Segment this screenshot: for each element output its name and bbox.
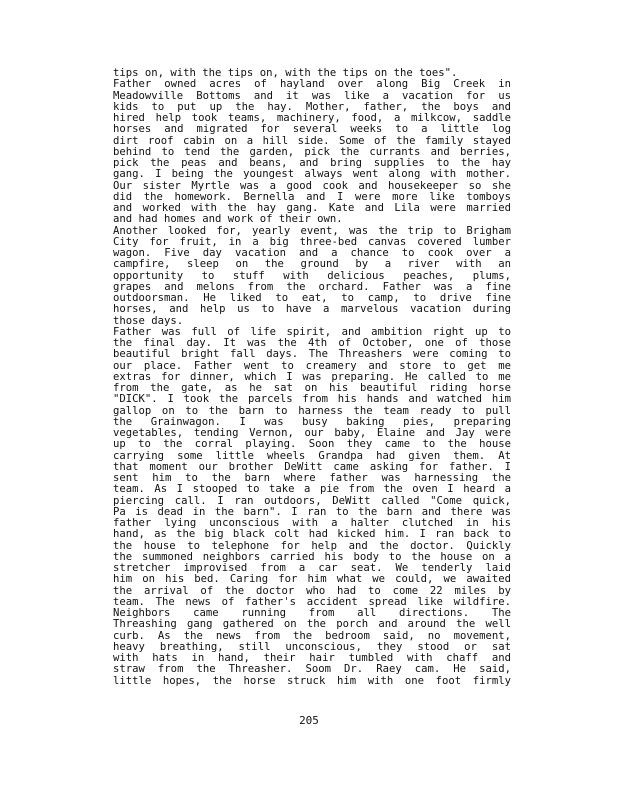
text-line: the Grainwagon. I was busy baking pies, preparing: [113, 416, 511, 428]
body-text: [113, 68, 511, 687]
text-line: "DICK". I took the parcels from his hands and watched him: [113, 394, 511, 406]
text-line: tips on, with the tips on, with the tips on the toes".: [113, 68, 458, 79]
text-line: our place. Father went to creamery and store to get me: [113, 360, 511, 372]
text-line: from the gate, as he sat on his beautiful riding horse: [113, 383, 511, 394]
text-line: the final day. It was the 4th of October, one of those: [113, 338, 511, 349]
text-line: Another looked for, yearly event, was the trip to Brigham: [113, 225, 511, 237]
text-line: heavy breathing, still unconscious, they stood or sat: [113, 641, 511, 653]
page-number: 205: [299, 714, 319, 727]
text-line: beautiful bright fall days. The Threashers were coming to: [113, 349, 511, 361]
text-line: team. The news of father's accident spread like wildfire.: [113, 596, 511, 608]
text-line: grapes and melons from the orchard. Father was a fine: [113, 281, 511, 293]
text-line: pick the peas and beans, and bring supplies to the hay: [113, 158, 511, 169]
text-line: Our sister Myrtle was a good cook and housekeeper so she: [113, 180, 511, 192]
text-line: him on his bed. Caring for him what we could, we awaited: [113, 574, 511, 586]
text-line: sent him to the barn where father was harnessing the: [113, 473, 511, 484]
text-line: dirt roof cabin on a hill side. Some of the family stayed: [113, 135, 511, 147]
text-line: gang. I being the youngest always went along with mother.: [113, 169, 511, 181]
text-line: the arrival of the doctor who had to come 22 miles by: [113, 585, 511, 597]
text-line: horses and migrated for several weeks to a little log: [113, 124, 511, 136]
text-line: outdoorsman. He liked to eat, to camp, to drive fine: [113, 293, 511, 304]
text-line: up to the corral playing. Soon they came to the house: [113, 439, 511, 451]
text-line: extras for dinner, which I was preparing. He called to me: [113, 371, 511, 383]
text-line: and had homes and work of their own.: [113, 214, 343, 226]
text-line: opportunity to stuff with delicious peaches, plums,: [113, 270, 511, 282]
text-line: those days.: [113, 315, 184, 327]
text-line: campfire, sleep on the ground by a river with an: [113, 259, 511, 271]
text-line: and worked with the hay gang. Kate and Lila were married: [113, 203, 511, 214]
text-line: Neighbors came running from all directions. The: [113, 608, 511, 619]
text-line: kids to put up the hay. Mother, father, the boys and: [113, 101, 511, 113]
text-line: City for fruit, in a big three-bed canvas covered lumber: [113, 236, 511, 248]
text-line: Threashing gang gathered on the porch and around the well: [113, 619, 511, 631]
text-line: curb. As the news from the bedroom said, no movement,: [113, 630, 511, 642]
text-line: little hopes, the horse struck him with one foot firmly: [113, 675, 511, 687]
text-line: carrying some little wheels Grandpa had given them. At: [113, 450, 511, 462]
text-line: horses, and help us to have a marvelous vacation during: [113, 304, 511, 316]
text-line: did the homework. Bernella and I were more like tomboys: [113, 191, 511, 203]
text-line: with hats in hand, their hair tumbled with chaff and: [113, 653, 511, 664]
text-line: hand, as the big black colt had kicked him. I ran back to: [113, 529, 511, 541]
text-line: stretcher improvised from a car seat. We tenderly laid: [113, 563, 511, 574]
text-line: Meadowville Bottoms and it was like a vacation for us: [113, 90, 511, 102]
text-line: Father was full of life spirit, and ambition right up to: [113, 326, 511, 338]
text-line: vegetables, tending Vernon, our baby, Elaine and Jay were: [113, 428, 511, 439]
text-line: behind to tend the garden, pick the currants and berries,: [113, 146, 511, 158]
text-line: hired help took teams, machinery, food, a milkcow, saddle: [113, 113, 511, 124]
text-line: that moment our brother DeWitt came asking for father. I: [113, 461, 511, 473]
text-line: the summoned neighbors carried his body to the house on a: [113, 551, 511, 563]
text-line: gallop on to the barn to harness the team ready to pull: [113, 405, 511, 417]
text-line: straw from the Threasher. Soom Dr. Raey cam. He said,: [113, 664, 511, 676]
text-line: wagon. Five day vacation and a chance to cook over a: [113, 248, 511, 259]
text-line: Father owned acres of hayland over along Big Creek in: [113, 79, 511, 91]
text-line: piercing call. I ran outdoors, DeWitt called "Come quick,: [113, 495, 511, 507]
text-line: father lying unconscious with a halter clutched in his: [113, 518, 511, 529]
text-line: the house to telephone for help and the doctor. Quickly: [113, 540, 511, 552]
text-line: team. As I stooped to take a pie from the oven I heard a: [113, 484, 511, 496]
text-line: Pa is dead in the barn". I ran to the barn and there was: [113, 506, 511, 518]
